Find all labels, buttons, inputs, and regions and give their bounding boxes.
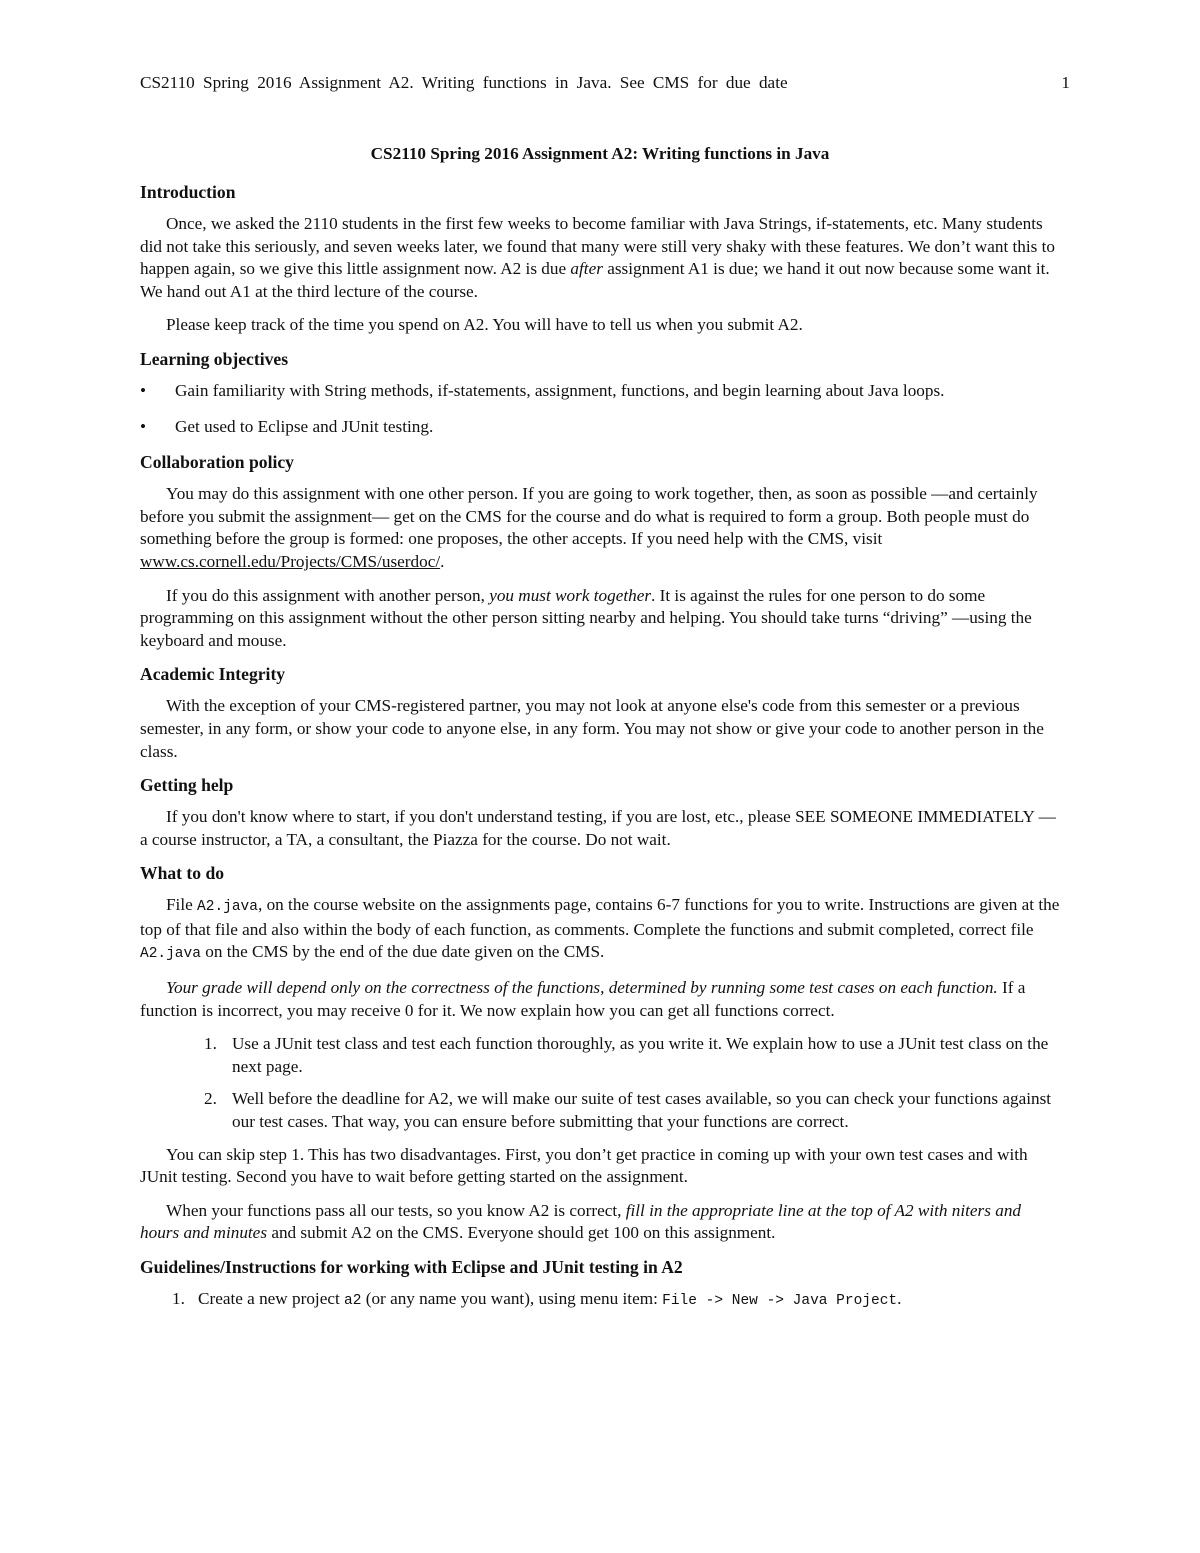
todo-paragraph-4: When your functions pass all our tests, so you know A2 is correct, fill in the appropriate line at the top of A2 with niters and hours and minutes and submit A2 on the CMS. Everyone should get 100 on this assignment. bbox=[140, 1200, 1022, 1243]
todo-paragraph-3: You can skip step 1. This has two disadvantages. First, you don’t get practice in coming up with your own test cases and with JUnit testing. Second you have to wait before getting started on the assignment. bbox=[140, 1144, 1028, 1187]
section-heading-collaboration: Collaboration policy bbox=[140, 452, 294, 473]
section-heading-integrity: Academic Integrity bbox=[140, 664, 286, 685]
project-name-code: a2 bbox=[344, 1293, 362, 1309]
collab-paragraph-2: If you do this assignment with another person, you must work together. It is against the rules for one person to do some programming on this assignment without the other person sitting nearby and helping. You should take turns “driving” —using the keyboard and mouse. bbox=[140, 585, 1032, 650]
steps-list bbox=[140, 1033, 1060, 1133]
running-header bbox=[140, 71, 1070, 95]
integrity-paragraph: With the exception of your CMS-registered partner, you may not look at anyone else's code from this semester or a previous semester, in any form, or show your code to anyone else, in any form. You may not show or give your code to another person in the class. bbox=[140, 696, 1044, 761]
intro-paragraph-1: Once, we asked the 2110 students in the first few weeks to become familiar with Java Strings, if-statements, etc. Many students did not take this seriously, and seven weeks later, we found that many were still very shaky with these features. We don’t want this to happen again, so we give this little assignment now. A2 is due after assignment A1 is due; we hand it out now because some want it. We hand out A1 at the third lecture of the course. bbox=[140, 214, 1056, 301]
cms-userdoc-link[interactable]: www.cs.cornell.edu/Projects/CMS/userdoc/ bbox=[140, 551, 441, 571]
collab-paragraph-1: You may do this assignment with one other person. If you are going to work together, then, as soon as possible —and certainly before you submit the assignment— get on the CMS for the course and do what is required to form a group. Both people must do something before the group is formed: one proposes, the other accepts. If you need help with the CMS, visit www.cs.cornell.edu/Projects/CMS/userdoc/. bbox=[140, 484, 1038, 571]
section-heading-help: Getting help bbox=[140, 775, 234, 796]
intro-paragraph-2: Please keep track of the time you spend on A2. You will have to tell us when you submit A2. bbox=[166, 315, 803, 335]
list-item: • Get used to Eclipse and JUnit testing. bbox=[140, 416, 1060, 439]
filename-code: A2.java bbox=[140, 946, 201, 963]
help-paragraph: If you don't know where to start, if you don't understand testing, if you are lost, etc., please SEE SOMEONE IMMEDIATELY —a course instructor, a TA, a consultant, the Piazza for the course. Do not wait. bbox=[140, 807, 1056, 849]
document-title: CS2110 Spring 2016 Assignment A2: Writing functions in Java bbox=[370, 144, 830, 163]
section-heading-introduction: Introduction bbox=[140, 182, 236, 202]
list-item: 1. Use a JUnit test class and test each function thoroughly, as you write it. We explain how to use a JUnit test class on the next page. bbox=[204, 1034, 1049, 1076]
page-number: 1 bbox=[1061, 73, 1070, 92]
todo-paragraph-1: File A2.java, on the course website on the assignments page, contains 6-7 functions for you to write. Instructions are given at the top of that file and also within the body of each function, as comments. Complete the functions and submit completed, correct file A2.java on the CMS by the end of the due date given on the CMS. bbox=[140, 895, 1060, 963]
menu-path-code: File -> New -> Java Project bbox=[662, 1293, 898, 1309]
header-text: CS2110 Spring 2016 Assignment A2. Writing functions in Java. See CMS for due date bbox=[140, 73, 788, 92]
section-heading-guidelines: Guidelines/Instructions for working with Eclipse and JUnit testing in A2 bbox=[140, 1257, 683, 1277]
list-item: 2. Well before the deadline for A2, we will make our suite of test cases available, so you can check your functions against our test cases. That way, you can ensure before submitting that your functions are correct. bbox=[204, 1089, 1052, 1132]
todo-paragraph-2: Your grade will depend only on the correctness of the functions, determined by running some test cases on each function. If a function is incorrect, you may receive 0 for it. We now explain how you can get all functions correct. bbox=[140, 978, 1026, 1020]
objectives-list bbox=[140, 380, 1060, 438]
bullet-icon: • bbox=[140, 380, 147, 400]
guidelines-list bbox=[140, 1288, 1060, 1313]
filename-code: A2.java bbox=[197, 899, 258, 916]
document-body bbox=[140, 142, 1060, 1313]
section-heading-objectives: Learning objectives bbox=[140, 348, 289, 369]
bullet-icon: • bbox=[140, 416, 147, 436]
section-heading-what-to-do: What to do bbox=[140, 863, 225, 884]
list-item: 1. Create a new project a2 (or any name you want), using menu item: File -> New -> Java Project. bbox=[172, 1289, 902, 1309]
list-item: • Gain familiarity with String methods, if-statements, assignment, functions, and begin learning about Java loops. bbox=[140, 380, 1060, 403]
